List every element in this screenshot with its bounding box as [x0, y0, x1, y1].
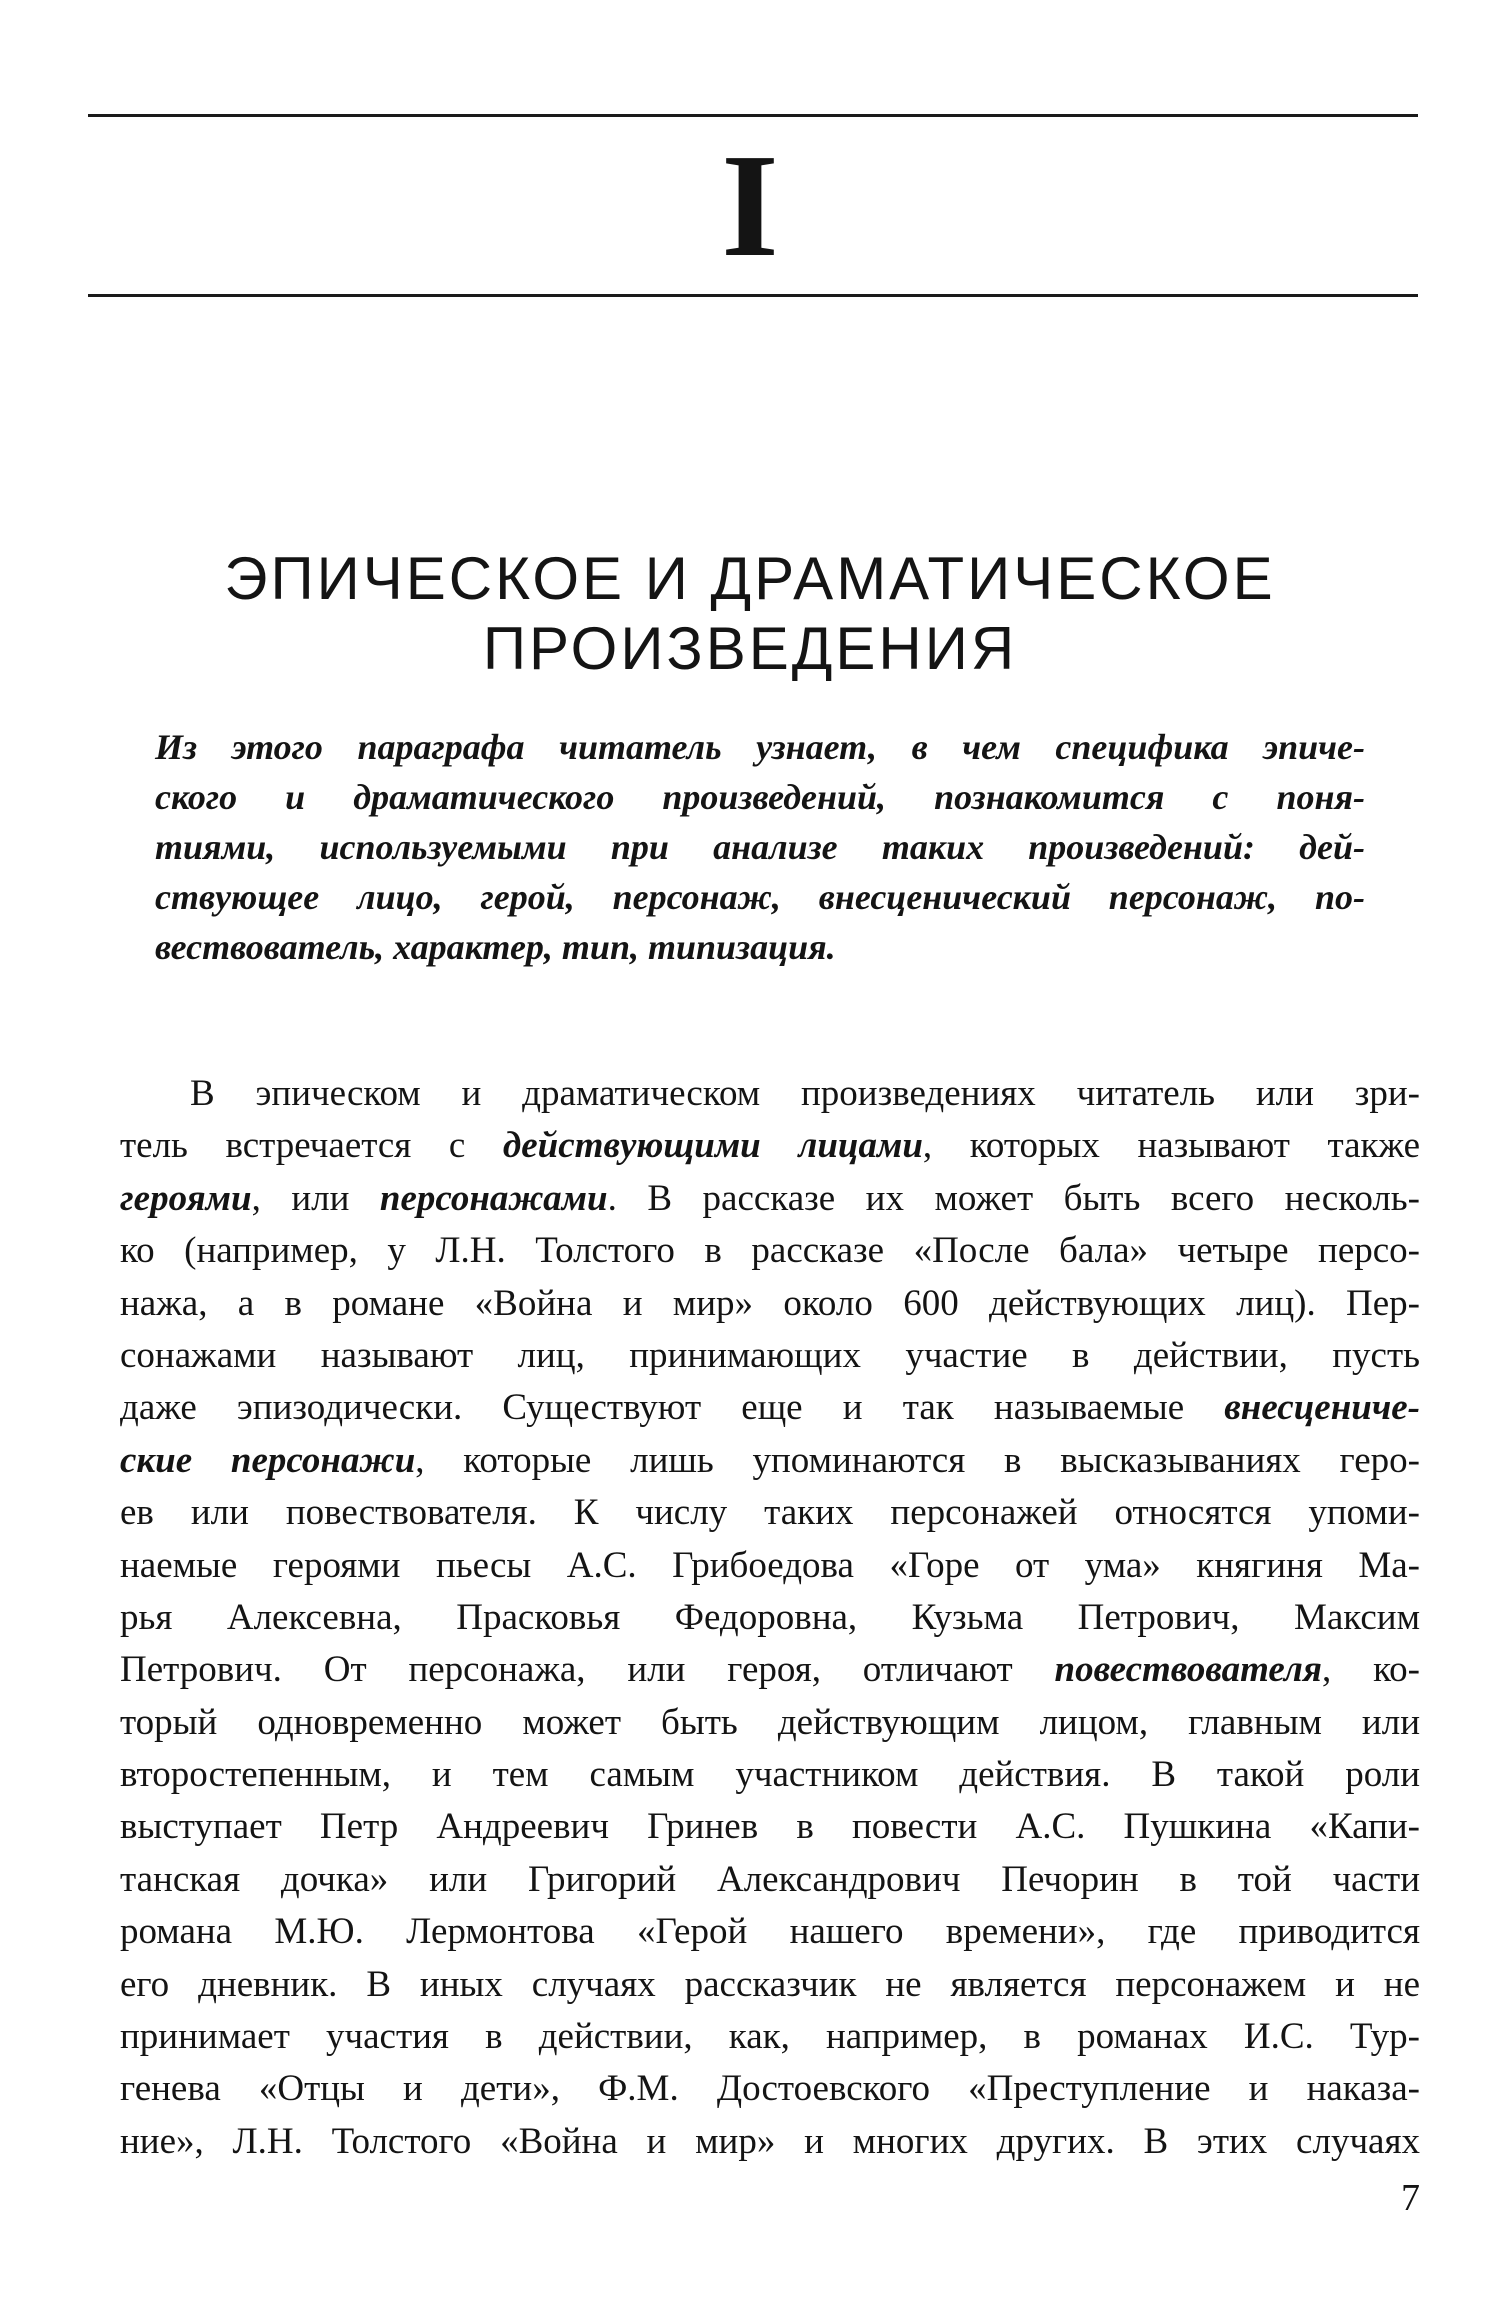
intro-line: Из этого параграфа читатель узнает, в чем специфика эпиче- — [155, 727, 1365, 767]
term-offstage-characters-cont: ские персонажи — [120, 1439, 416, 1481]
intro-line: ствующее лицо, герой, персонаж, внесценический персонаж, по- — [155, 877, 1365, 917]
bottom-rule — [88, 294, 1418, 297]
body-line — [120, 1435, 1420, 1487]
chapter-number: I — [721, 124, 779, 288]
top-rule — [88, 114, 1418, 117]
body-line: ев или повествователя. К числу таких персонажей относятся упоми- — [120, 1492, 1420, 1534]
chapter-title — [100, 544, 1400, 684]
intro-line: ского и драматического произведений, познакомится с поня- — [155, 777, 1365, 817]
body-line: наемые героями пьесы А.С. Грибоедова «Горе от ума» княгиня Ма- — [120, 1544, 1420, 1586]
body-line: выступает Петр Андреевич Гринев в повести А.С. Пушкина «Капи- — [120, 1806, 1420, 1848]
body-line: ко (например, у Л.Н. Толстого в рассказе «После бала» четыре персо- — [120, 1230, 1420, 1272]
body-line: сонажами называют лиц, принимающих участие в действии, пусть — [120, 1334, 1420, 1376]
body-line: ние», Л.Н. Толстого «Война и мир» и многих других. В этих случаях — [120, 2120, 1420, 2162]
text-run: Петрович. От персонажа, или героя, отличают — [120, 1649, 1055, 1691]
page-number: 7 — [1401, 2177, 1420, 2219]
body-line: принимает участия в действии, как, например, в романах И.С. Тур- — [120, 2016, 1420, 2058]
body-line: его дневник. В иных случаях рассказчик не является персонажем и не — [120, 1963, 1420, 2005]
body-line — [120, 1644, 1420, 1696]
text-run: , ко- — [1321, 1649, 1420, 1691]
intro-paragraph — [155, 722, 1365, 972]
text-run: , которые лишь упоминаются в высказываниях геро- — [415, 1439, 1420, 1481]
term-acting-persons: действующими лицами — [502, 1125, 923, 1167]
text-run: , которых называют также — [922, 1125, 1420, 1167]
body-line: второстепенным, и тем самым участником действия. В такой роли — [120, 1754, 1420, 1796]
intro-line: вествователь, характер, тип, типизация. — [155, 927, 836, 967]
chapter-title-line-2: ПРОИЗВЕДЕНИЯ — [482, 615, 1018, 683]
body-line: торый одновременно может быть действующим лицом, главным или — [120, 1701, 1420, 1743]
body-line: танская дочка» или Григорий Александрович Печорин в той части — [120, 1858, 1420, 1900]
text-run: даже эпизодически. Существуют еще и так называемые — [120, 1387, 1225, 1429]
body-line: рья Алексевна, Прасковья Федоровна, Кузьма Петрович, Максим — [120, 1596, 1420, 1638]
term-narrator: повествователя — [1054, 1649, 1322, 1691]
body-line: романа М.Ю. Лермонтова «Герой нашего времени», где приводится — [120, 1911, 1420, 1953]
intro-line: тиями, используемыми при анализе таких произведений: дей- — [155, 827, 1365, 867]
chapter-title-line-1: ЭПИЧЕСКОЕ И ДРАМАТИЧЕСКОЕ — [224, 545, 1276, 613]
body-line: В эпическом и драматическом произведениях читатель или зри- — [190, 1073, 1420, 1114]
body-line — [120, 1382, 1420, 1434]
body-line — [120, 1173, 1420, 1225]
term-heroes: героями — [120, 1177, 252, 1219]
body-line: нажа, а в романе «Война и мир» около 600 действующих лиц). Пер- — [120, 1282, 1420, 1324]
body-line: генева «Отцы и дети», Ф.М. Достоевского «Преступление и наказа- — [120, 2068, 1420, 2110]
text-run: , или — [251, 1177, 380, 1219]
term-offstage-characters: внесцениче- — [1224, 1387, 1420, 1429]
term-characters: персонажами — [379, 1177, 608, 1219]
body-paragraph — [120, 1068, 1420, 2168]
text-run: . В рассказе их может быть всего несколь- — [607, 1177, 1420, 1219]
body-line — [120, 1120, 1420, 1172]
text-run: тель встречается с — [120, 1125, 503, 1167]
